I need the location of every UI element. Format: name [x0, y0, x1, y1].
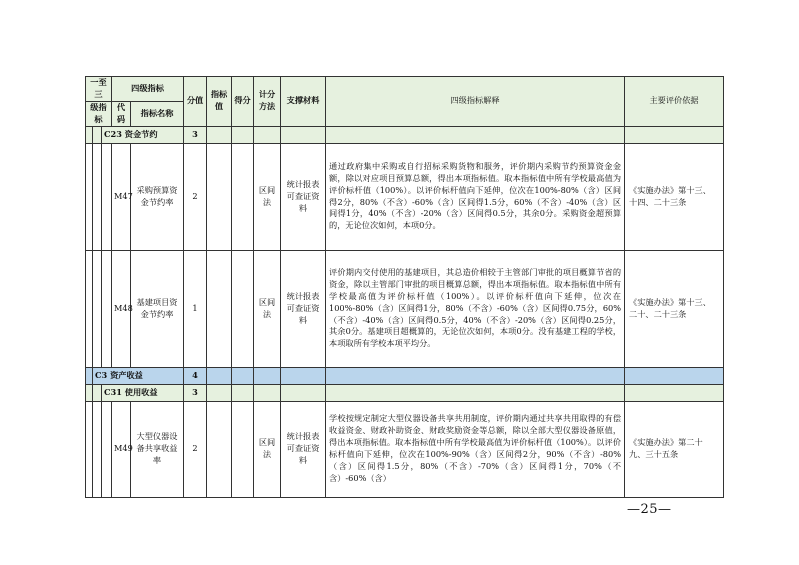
blank-cell	[93, 401, 102, 497]
evaluation-basis: 《实施办法》第十三、十四、二十三条	[625, 143, 724, 250]
section-weight-c23: 3	[184, 126, 207, 143]
blank-cell	[326, 367, 625, 384]
blank-cell	[93, 384, 102, 401]
scoring-method: 区间法	[254, 143, 281, 250]
indicator-score-cell	[232, 250, 254, 367]
scoring-method: 区间法	[254, 250, 281, 367]
indicator-explanation: 通过政府集中采购或自行招标采购货物和服务，评价期内采购节约预算资金金额，除以对应项目预算总额，得出本项指标值。取本指标值中所有学校最高值为评价标杆值（100%）。以评价标杆值向下延伸，位次在100%-80%（含）区间得2分，80%（不含）-60%（含）区间得1.5分，60%（不含）-40%（含）区间得1分，40%（不含）-20%（含）区间得0.5分，其余0分。采购资金超预算的，无论位次如何，本项0分。	[326, 143, 625, 250]
blank-cell	[86, 401, 93, 497]
blank-cell	[232, 126, 254, 143]
blank-cell	[93, 126, 102, 143]
indicator-code: M47	[112, 143, 131, 250]
blank-cell	[254, 384, 281, 401]
blank-cell	[93, 143, 102, 250]
header-name: 指标名称	[131, 101, 184, 126]
indicator-name: 大型仪器设备共享收益率	[131, 401, 184, 497]
header-indicator-value: 指标值	[207, 77, 232, 127]
blank-cell	[86, 384, 93, 401]
header-levels-1-3: 一至三	[86, 77, 112, 102]
indicator-value-cell	[207, 401, 232, 497]
section-title-c23: C23 资金节约	[102, 126, 184, 143]
indicator-code: M49	[112, 401, 131, 497]
header-score-value: 分值	[184, 77, 207, 127]
blank-cell	[207, 126, 232, 143]
section-title-c31: C31 使用收益	[102, 384, 184, 401]
blank-cell	[232, 384, 254, 401]
header-levels-1-3-b: 级指标	[86, 101, 112, 126]
evaluation-basis: 《实施办法》第十三、二十、二十三条	[625, 250, 724, 367]
indicator-name: 采购预算资金节约率	[131, 143, 184, 250]
blank-cell	[281, 367, 326, 384]
section-weight-c31: 3	[184, 384, 207, 401]
blank-cell	[326, 126, 625, 143]
evaluation-basis: 《实施办法》第二十九、三十五条	[625, 401, 724, 497]
support-material: 统计报表可查证资料	[281, 250, 326, 367]
indicator-score-cell	[232, 401, 254, 497]
section-weight-c3: 4	[184, 367, 207, 384]
indicator-score-cell	[232, 143, 254, 250]
blank-cell	[625, 384, 724, 401]
header-support: 支撑材料	[281, 77, 326, 127]
indicator-table	[85, 76, 724, 498]
blank-cell	[86, 250, 93, 367]
table-row	[86, 143, 724, 250]
indicator-explanation: 评价期内交付使用的基建项目，其总造价相较于主管部门审批的项目概算节省的资金，除以主管部门审批的项目概算总额，得出本项指标值。取本指标值中所有学校最高值为评价标杆值（100%）。以评价标杆值向下延伸，位次在100%-80%（含）区间得1分，80%（不含）-60%（含）区间得0.75分，60%（不含）-40%（含）区间得0.5分，40%（不含）-20%（含）区间得0.25分，其余0分。基建项目超概算的，无论位次如何，本项0分。没有基建工程的学校，本项取所有学校本项平均分。	[326, 250, 625, 367]
blank-cell	[207, 367, 232, 384]
header-score: 得分	[232, 77, 254, 127]
blank-cell	[625, 367, 724, 384]
blank-cell	[102, 143, 112, 250]
blank-cell	[93, 250, 102, 367]
indicator-code: M48	[112, 250, 131, 367]
blank-cell	[207, 384, 232, 401]
indicator-value-cell	[207, 250, 232, 367]
blank-cell	[254, 126, 281, 143]
blank-cell	[102, 401, 112, 497]
blank-cell	[232, 367, 254, 384]
support-material: 统计报表可查证资料	[281, 401, 326, 497]
blank-cell	[86, 126, 93, 143]
section-title-c3: C3 资产收益	[93, 367, 184, 384]
support-material: 统计报表可查证资料	[281, 143, 326, 250]
indicator-score-value: 2	[184, 401, 207, 497]
header-level4: 四级指标	[112, 77, 184, 102]
indicator-explanation: 学校按规定制定大型仪器设备共享共用制度，评价期内通过共享共用取得的有偿收益资金、财政补助资金、财政奖励资金等总额，除以全部大型仪器设备原值，得出本项指标值。取本指标值中所有学校最高值为评价标杆值（100%）。以评价标杆值向下延伸，位次在100%-90%（含）区间得2分，90%（不含）-80%（含）区间得1.5分，80%（不含）-70%（含）区间得1分，70%（不含）-60%（含）	[326, 401, 625, 497]
scoring-method: 区间法	[254, 401, 281, 497]
blank-cell	[281, 126, 326, 143]
blank-cell	[86, 143, 93, 250]
blank-cell	[254, 367, 281, 384]
blank-cell	[102, 250, 112, 367]
header-method: 计分方法	[254, 77, 281, 127]
table-row	[86, 250, 724, 367]
header-basis: 主要评价依据	[625, 77, 724, 127]
blank-cell	[281, 384, 326, 401]
indicator-name: 基建项目资金节约率	[131, 250, 184, 367]
table-row	[86, 401, 724, 497]
indicator-score-value: 2	[184, 143, 207, 250]
indicator-value-cell	[207, 143, 232, 250]
blank-cell	[326, 384, 625, 401]
indicator-score-value: 1	[184, 250, 207, 367]
header-code: 代码	[112, 101, 131, 126]
page-number: —25—	[627, 502, 672, 517]
blank-cell	[625, 126, 724, 143]
header-explanation: 四级指标解释	[326, 77, 625, 127]
blank-cell	[86, 367, 93, 384]
